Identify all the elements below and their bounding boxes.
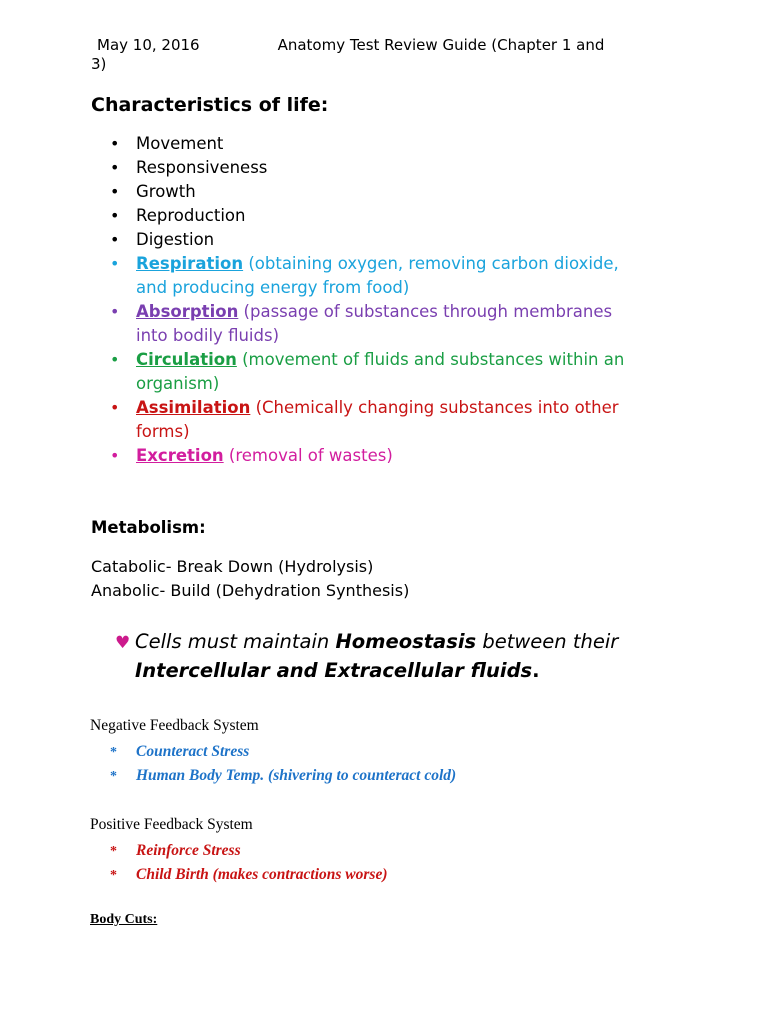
asterisk-bullet-icon: *: [110, 844, 117, 859]
characteristics-heading: Characteristics of life:: [91, 94, 329, 116]
page-header: [91, 36, 691, 74]
heart-bullet-icon: ♥: [115, 633, 131, 653]
term-circulation: Circulation: [136, 350, 237, 369]
list-item: • Growth: [91, 180, 671, 204]
fluids-term: Intercellular and Extracellular fluids: [135, 659, 533, 682]
list-item: • Digestion: [91, 228, 671, 252]
list-item: * Human Body Temp. (shivering to counteract cold): [110, 764, 456, 788]
term-excretion: Excretion: [136, 446, 224, 465]
metabolism-heading: Metabolism:: [91, 518, 206, 537]
list-item: * Reinforce Stress: [110, 839, 387, 863]
catabolic-line: Catabolic- Break Down (Hydrolysis): [91, 557, 374, 576]
positive-feedback-list: [110, 839, 387, 887]
term-assimilation: Assimilation: [136, 398, 251, 417]
list-item-absorption: • Absorption (passage of substances through membranes into bodily fluids): [110, 302, 613, 345]
header-title-continued: 3): [91, 55, 107, 73]
homeostasis-callout: ♥ Cells must maintain Homeostasis between their Intercellular and Extracellular fluids.: [115, 630, 619, 682]
negative-feedback-list: [110, 740, 456, 788]
positive-feedback-heading: Positive Feedback System: [90, 816, 253, 833]
header-title: Anatomy Test Review Guide (Chapter 1 and: [277, 36, 605, 54]
bullet-icon: •: [110, 206, 120, 225]
negative-feedback-heading: Negative Feedback System: [90, 717, 259, 734]
asterisk-bullet-icon: *: [110, 745, 117, 760]
list-item: • Reproduction: [91, 204, 671, 228]
header-date: May 10, 2016: [97, 36, 200, 54]
anabolic-line: Anabolic- Build (Dehydration Synthesis): [91, 581, 410, 600]
bullet-icon: •: [110, 134, 120, 153]
list-item-circulation: • Circulation (movement of fluids and substances within an organism): [110, 350, 625, 393]
list-item-respiration: • Respiration (obtaining oxygen, removing carbon dioxide, and producing energy from food): [110, 254, 619, 297]
homeostasis-term: Homeostasis: [335, 630, 477, 653]
metabolism-definitions: [91, 555, 409, 603]
bullet-icon: •: [110, 350, 120, 369]
bullet-icon: •: [110, 254, 120, 273]
bullet-icon: •: [110, 398, 120, 417]
list-item-excretion: • Excretion (removal of wastes): [91, 444, 671, 468]
bullet-icon: •: [110, 158, 120, 177]
asterisk-bullet-icon: *: [110, 868, 117, 883]
term-respiration: Respiration: [136, 254, 244, 273]
asterisk-bullet-icon: *: [110, 769, 117, 784]
list-item: * Counteract Stress: [110, 740, 456, 764]
term-absorption: Absorption: [136, 302, 239, 321]
list-item: • Responsiveness: [91, 156, 671, 180]
body-cuts-heading: Body Cuts:: [90, 912, 158, 927]
bullet-icon: •: [110, 230, 120, 249]
list-item: • Movement: [91, 132, 671, 156]
list-item: * Child Birth (makes contractions worse): [110, 863, 387, 887]
bullet-icon: •: [110, 302, 120, 321]
bullet-icon: •: [110, 182, 120, 201]
characteristics-list: [91, 132, 671, 468]
bullet-icon: •: [110, 446, 120, 465]
list-item-assimilation: • Assimilation (Chemically changing substances into other forms): [110, 398, 619, 441]
